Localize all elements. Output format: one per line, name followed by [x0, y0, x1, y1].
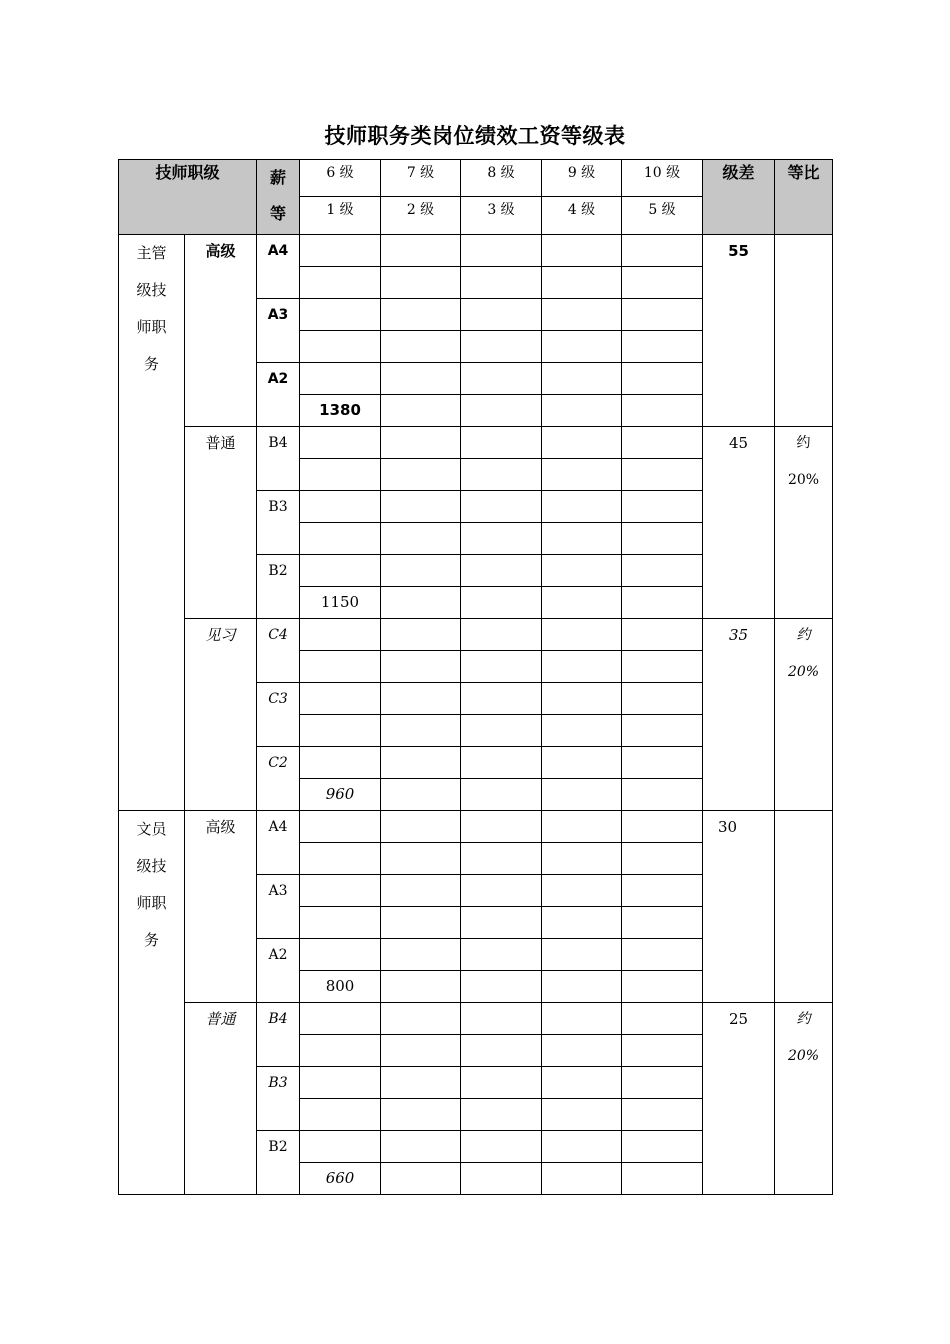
value-cell	[461, 715, 542, 747]
value-cell	[542, 843, 622, 875]
value-cell	[300, 811, 381, 843]
value-cell	[622, 907, 703, 939]
value-cell	[300, 939, 381, 971]
header-job-level: 技师职级	[119, 160, 257, 235]
salary-grade-cell: C4	[257, 619, 300, 683]
value-cell	[542, 331, 622, 363]
category-cell	[119, 811, 185, 1195]
value-cell	[461, 1035, 542, 1067]
table-row	[119, 427, 833, 459]
base-value-cell: 800	[300, 971, 381, 1003]
value-cell	[381, 843, 461, 875]
value-cell	[622, 331, 703, 363]
value-cell	[461, 939, 542, 971]
value-cell	[300, 1067, 381, 1099]
category-line: 主管	[136, 244, 167, 262]
value-cell	[622, 459, 703, 491]
value-cell	[461, 299, 542, 331]
value-cell	[622, 843, 703, 875]
level-name: 普通	[185, 1003, 257, 1195]
value-cell	[381, 939, 461, 971]
value-cell	[461, 875, 542, 907]
value-cell	[300, 523, 381, 555]
value-cell	[622, 427, 703, 459]
salary-grade-cell: B4	[257, 1003, 300, 1067]
value-cell	[381, 331, 461, 363]
value-cell	[381, 907, 461, 939]
diff-cell: 30	[703, 811, 775, 1003]
ratio-line: 约	[796, 435, 811, 451]
value-cell	[381, 779, 461, 811]
header-ratio: 等比	[775, 160, 833, 235]
header-grade-top-3: 8 级	[461, 160, 542, 197]
header-diff: 级差	[703, 160, 775, 235]
value-cell	[300, 1099, 381, 1131]
value-cell	[622, 299, 703, 331]
value-cell	[542, 683, 622, 715]
value-cell	[461, 619, 542, 651]
salary-grade-cell: B2	[257, 1131, 300, 1195]
value-cell	[300, 1035, 381, 1067]
value-cell	[381, 875, 461, 907]
value-cell	[542, 395, 622, 427]
value-cell	[622, 523, 703, 555]
value-cell	[381, 651, 461, 683]
value-cell	[381, 587, 461, 619]
value-cell	[622, 875, 703, 907]
value-cell	[300, 427, 381, 459]
value-cell	[461, 523, 542, 555]
salary-grade-cell: A3	[257, 299, 300, 363]
value-cell	[381, 491, 461, 523]
value-cell	[381, 235, 461, 267]
value-cell	[300, 1003, 381, 1035]
value-cell	[461, 907, 542, 939]
header-grade-bottom-4: 4 级	[542, 197, 622, 235]
diff-cell: 35	[703, 619, 775, 811]
value-cell	[622, 747, 703, 779]
value-cell	[381, 427, 461, 459]
ratio-cell	[775, 235, 833, 427]
value-cell	[461, 971, 542, 1003]
value-cell	[461, 683, 542, 715]
ratio-line: 约	[796, 627, 811, 643]
level-name: 高级	[185, 235, 257, 427]
value-cell	[300, 363, 381, 395]
value-cell	[381, 1163, 461, 1195]
value-cell	[381, 1067, 461, 1099]
category-line: 文员	[136, 820, 167, 838]
value-cell	[381, 523, 461, 555]
value-cell	[461, 491, 542, 523]
salary-grade-cell: C3	[257, 683, 300, 747]
value-cell	[542, 363, 622, 395]
value-cell	[622, 1099, 703, 1131]
salary-grade-cell: B3	[257, 491, 300, 555]
value-cell	[300, 619, 381, 651]
value-cell	[542, 491, 622, 523]
value-cell	[542, 555, 622, 587]
value-cell	[461, 331, 542, 363]
value-cell	[622, 651, 703, 683]
salary-grade-cell: A4	[257, 235, 300, 299]
value-cell	[461, 1003, 542, 1035]
value-cell	[542, 1163, 622, 1195]
value-cell	[461, 235, 542, 267]
salary-grade-cell: B3	[257, 1067, 300, 1131]
header-grade-bottom-1: 1 级	[300, 197, 381, 235]
value-cell	[542, 715, 622, 747]
value-cell	[300, 1131, 381, 1163]
value-cell	[622, 971, 703, 1003]
diff-cell: 55	[703, 235, 775, 427]
category-line: 师职	[136, 318, 167, 336]
ratio-line: 20%	[787, 1048, 820, 1064]
value-cell	[461, 459, 542, 491]
value-cell	[381, 1003, 461, 1035]
value-cell	[461, 587, 542, 619]
salary-grade-cell: C2	[257, 747, 300, 811]
value-cell	[622, 587, 703, 619]
value-cell	[542, 747, 622, 779]
value-cell	[542, 811, 622, 843]
value-cell	[622, 1003, 703, 1035]
value-cell	[300, 299, 381, 331]
salary-grade-cell: A2	[257, 363, 300, 427]
value-cell	[461, 395, 542, 427]
level-name: 高级	[185, 811, 257, 1003]
salary-grade-cell: A3	[257, 875, 300, 939]
value-cell	[461, 811, 542, 843]
value-cell	[381, 459, 461, 491]
value-cell	[542, 587, 622, 619]
value-cell	[381, 1131, 461, 1163]
ratio-cell	[775, 619, 833, 811]
page-title: 技师职务类岗位绩效工资等级表	[324, 124, 626, 148]
header-grade-top-5: 10 级	[622, 160, 703, 197]
value-cell	[622, 1067, 703, 1099]
category-line: 务	[143, 355, 159, 373]
value-cell	[381, 683, 461, 715]
base-value-cell: 1380	[300, 395, 381, 427]
value-cell	[300, 491, 381, 523]
value-cell	[542, 1067, 622, 1099]
value-cell	[300, 875, 381, 907]
value-cell	[300, 267, 381, 299]
salary-grade-table	[118, 159, 833, 1195]
base-value-cell: 660	[300, 1163, 381, 1195]
ratio-line: 约	[796, 1011, 811, 1027]
value-cell	[542, 1099, 622, 1131]
value-cell	[300, 555, 381, 587]
ratio-line: 20%	[787, 472, 820, 488]
value-cell	[461, 1099, 542, 1131]
value-cell	[542, 299, 622, 331]
value-cell	[381, 747, 461, 779]
value-cell	[381, 395, 461, 427]
value-cell	[542, 619, 622, 651]
table-row	[119, 811, 833, 843]
base-value-cell: 960	[300, 779, 381, 811]
value-cell	[300, 651, 381, 683]
salary-grade-cell: B4	[257, 427, 300, 491]
value-cell	[300, 331, 381, 363]
value-cell	[622, 939, 703, 971]
value-cell	[542, 971, 622, 1003]
value-cell	[622, 683, 703, 715]
value-cell	[542, 1035, 622, 1067]
header-salary-grade-line2: 等	[270, 204, 287, 223]
value-cell	[622, 1163, 703, 1195]
header-grade-top-4: 9 级	[542, 160, 622, 197]
category-line: 务	[143, 931, 159, 949]
value-cell	[542, 875, 622, 907]
level-name: 普通	[185, 427, 257, 619]
value-cell	[461, 555, 542, 587]
header-grade-top-2: 7 级	[381, 160, 461, 197]
value-cell	[542, 427, 622, 459]
value-cell	[542, 235, 622, 267]
table-row	[119, 1003, 833, 1035]
header-grade-bottom-3: 3 级	[461, 197, 542, 235]
value-cell	[622, 235, 703, 267]
table-body	[119, 235, 833, 1195]
value-cell	[381, 971, 461, 1003]
header-salary-grade	[257, 160, 300, 235]
value-cell	[300, 683, 381, 715]
value-cell	[622, 363, 703, 395]
value-cell	[542, 1003, 622, 1035]
value-cell	[461, 427, 542, 459]
value-cell	[300, 715, 381, 747]
value-cell	[300, 907, 381, 939]
value-cell	[381, 555, 461, 587]
value-cell	[300, 843, 381, 875]
category-line: 师职	[136, 894, 167, 912]
level-name: 见习	[185, 619, 257, 811]
diff-cell: 25	[703, 1003, 775, 1195]
header-salary-grade-line1: 薪	[270, 168, 287, 187]
value-cell	[622, 715, 703, 747]
value-cell	[542, 907, 622, 939]
table-row	[119, 619, 833, 651]
value-cell	[622, 491, 703, 523]
category-cell	[119, 235, 185, 811]
category-line: 级技	[136, 857, 167, 875]
value-cell	[461, 1131, 542, 1163]
ratio-line: 20%	[787, 664, 820, 680]
value-cell	[300, 459, 381, 491]
value-cell	[622, 619, 703, 651]
category-line: 级技	[136, 281, 167, 299]
header-grade-bottom-2: 2 级	[381, 197, 461, 235]
value-cell	[542, 267, 622, 299]
value-cell	[381, 363, 461, 395]
value-cell	[381, 1035, 461, 1067]
value-cell	[461, 267, 542, 299]
value-cell	[622, 267, 703, 299]
value-cell	[381, 619, 461, 651]
value-cell	[461, 363, 542, 395]
value-cell	[622, 395, 703, 427]
value-cell	[542, 651, 622, 683]
ratio-cell	[775, 811, 833, 1003]
value-cell	[461, 651, 542, 683]
value-cell	[622, 779, 703, 811]
ratio-cell	[775, 427, 833, 619]
value-cell	[542, 1131, 622, 1163]
value-cell	[622, 1035, 703, 1067]
salary-grade-cell: A4	[257, 811, 300, 875]
value-cell	[381, 267, 461, 299]
value-cell	[300, 747, 381, 779]
header-grade-top-1: 6 级	[300, 160, 381, 197]
header-grade-bottom-5: 5 级	[622, 197, 703, 235]
diff-cell: 45	[703, 427, 775, 619]
value-cell	[461, 843, 542, 875]
value-cell	[542, 523, 622, 555]
value-cell	[542, 779, 622, 811]
table-row	[119, 235, 833, 267]
value-cell	[381, 299, 461, 331]
value-cell	[461, 779, 542, 811]
value-cell	[542, 459, 622, 491]
value-cell	[622, 555, 703, 587]
value-cell	[300, 235, 381, 267]
value-cell	[542, 939, 622, 971]
value-cell	[622, 1131, 703, 1163]
salary-grade-cell: A2	[257, 939, 300, 1003]
value-cell	[622, 811, 703, 843]
value-cell	[461, 1163, 542, 1195]
value-cell	[461, 1067, 542, 1099]
ratio-cell	[775, 1003, 833, 1195]
salary-grade-cell: B2	[257, 555, 300, 619]
base-value-cell: 1150	[300, 587, 381, 619]
value-cell	[461, 747, 542, 779]
value-cell	[381, 715, 461, 747]
value-cell	[381, 1099, 461, 1131]
value-cell	[381, 811, 461, 843]
